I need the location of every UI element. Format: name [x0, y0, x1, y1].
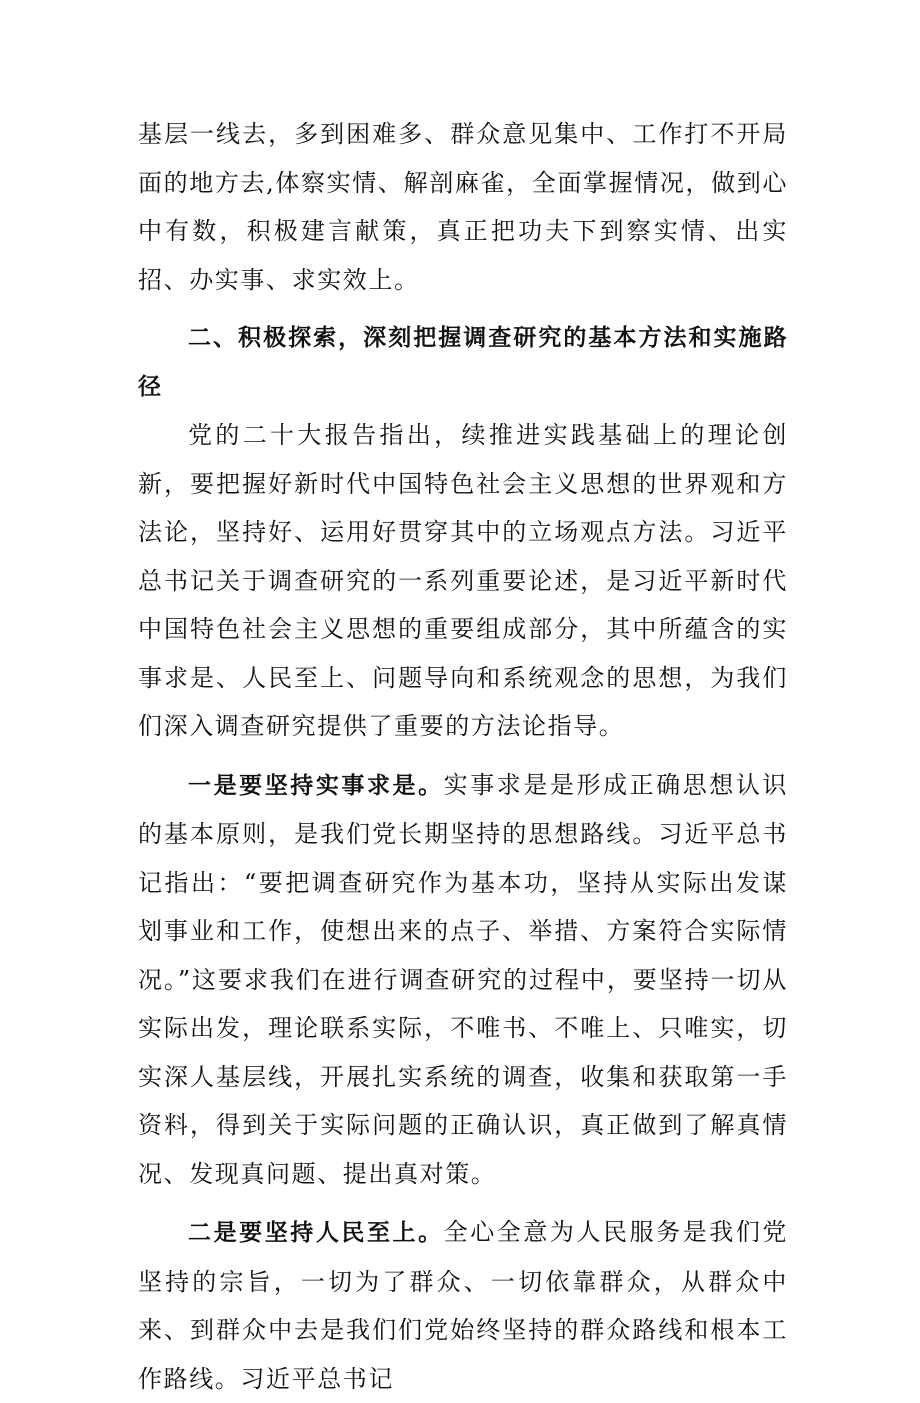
paragraph-gap: [138, 304, 788, 314]
point-two-lead: 二是要坚持人民至上。: [188, 1220, 444, 1246]
paragraph-continuation: 基层一线去，多到困难多、群众意见集中、工作打不开局面的地方去,体察实情、解剖麻雀，全面掌握情况，做到心中有数，积极建言献策，真正把功夫下到察实情、出实招、办实事、求实效上。: [138, 120, 788, 294]
point-one-body: 实事求是是形成正确思想认识的基本原则，是我们党长期坚持的思想路线。习近平总书记指出：“要把调查研究作为基本功，坚持从实际出发谋划事业和工作，使想出来的点子、举措、方案符合实际情况。”这要求我们在进行调查研究的过程中，要坚持一切从实际出发，理论联系实际，不唯书、不唯上、只唯实，切实深人基层线，开展扎实系统的调查，收集和获取第一手资料，得到关于实际问题的正确认识，真正做到了解真情况、发现真问题、提出真对策。: [138, 770, 788, 1188]
section-heading: 二、积极探索，深刻把握调查研究的基本方法和实施路径: [138, 325, 788, 400]
paragraph-people-first: [138, 1208, 788, 1403]
paragraph-gap: [138, 751, 788, 761]
document-body: [138, 110, 788, 1403]
paragraph-gap: [138, 1198, 788, 1208]
paragraph-report: 党的二十大报告指出，续推进实践基础上的理论创新，要把握好新时代中国特色社会主义思想的世界观和方法论，坚持好、运用好贯穿其中的立场观点方法。习近平总书记关于调查研究的一系列重要论述，是习近平新时代中国特色社会主义思想的重要组成部分，其中所蕴含的实事求是、人民至上、问题导向和系统观念的思想，为我们们深入调查研究提供了重要的方法论指导。: [138, 421, 788, 740]
point-one-lead: 一是要坚持实事求是。: [188, 772, 444, 799]
paragraph-seek-truth: [138, 761, 788, 1199]
point-two-body: 全心全意为人民服务是我们党坚持的宗旨，一切为了群众、一切依靠群众，从群众中来、到群众中去是我们们党始终坚持的群众路线和根本工作路线。习近平总书记: [138, 1218, 788, 1393]
